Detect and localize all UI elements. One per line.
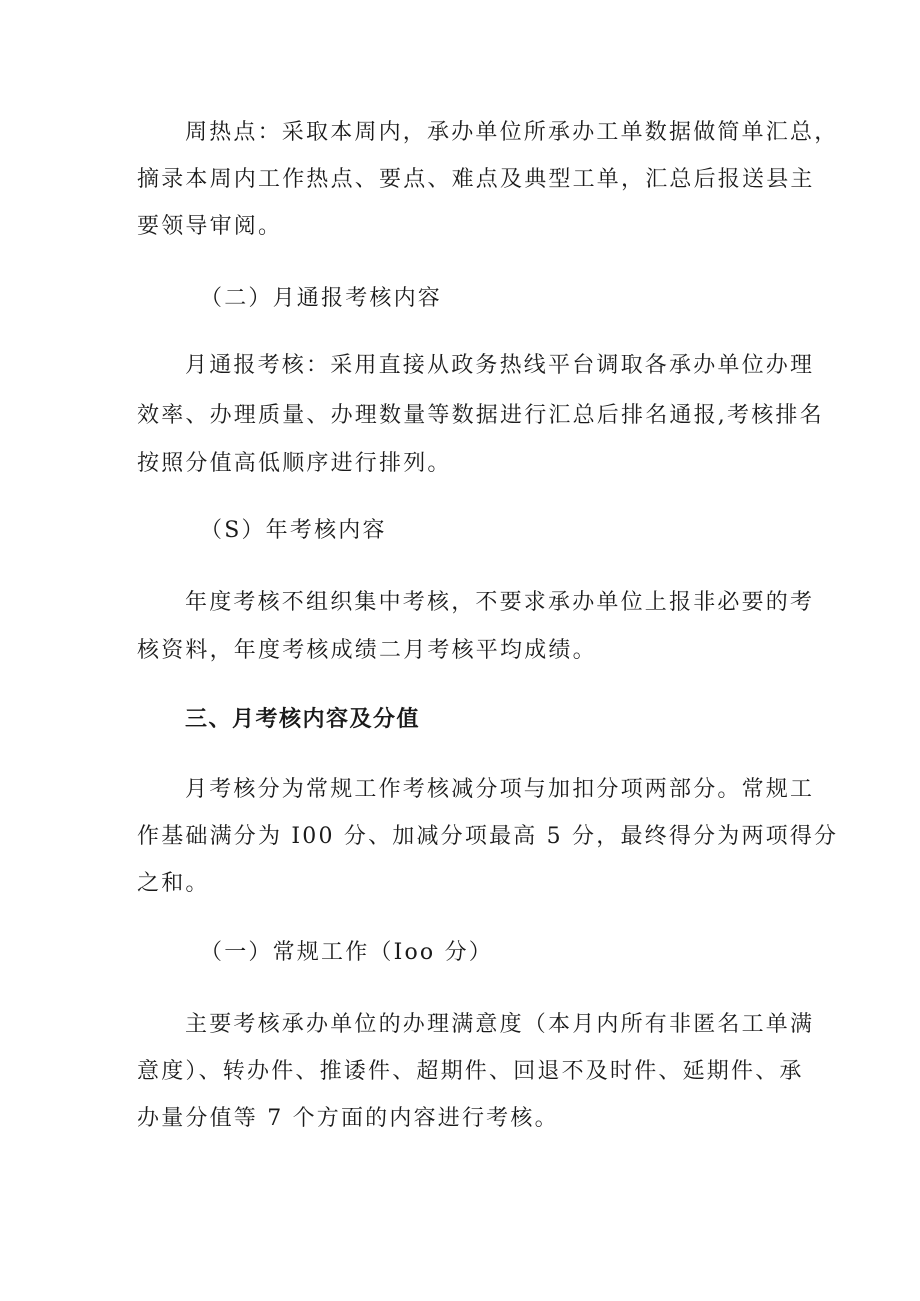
annual-line-2: 核资料，年度考核成绩二月考核平均成绩。 <box>137 638 597 663</box>
monthly-report-line-3: 按照分值高低顺序进行排列。 <box>137 451 452 476</box>
monthly-scoring-line-2: 作基础满分为 I00 分、加减分项最高 5 分，最终得分为两项得分 <box>137 824 839 849</box>
monthly-report-line-2: 效率、办理质量、办理数量等数据进行汇总后排名通报,考核排名 <box>137 403 824 428</box>
routine-line-2: 意度）、转办件、推诿件、超期件、回退不及时件、延期件、承 <box>137 1059 804 1084</box>
weekly-line-3: 要领导审阅。 <box>137 214 283 239</box>
monthly-report-line-1: 月通报考核：采用直接从政务热线平台调取各承办单位办理 <box>185 353 815 378</box>
chapter-3-heading: 三、月考核内容及分值 <box>185 707 421 732</box>
routine-line-1: 主要考核承办单位的办理满意度（本月内所有非匿名工单满 <box>185 1012 815 1037</box>
routine-line-3: 办量分值等 7 个方面的内容进行考核。 <box>137 1106 559 1131</box>
monthly-scoring-line-3: 之和。 <box>137 871 210 896</box>
weekly-line-2: 摘录本周内工作热点、要点、难点及典型工单，汇总后报送县主 <box>137 167 815 192</box>
section-2-heading: （二）月通报考核内容 <box>200 286 443 311</box>
sub-1-heading: （一）常规工作（Ioo 分） <box>200 940 493 965</box>
weekly-line-1: 周热点：采取本周内，承办单位所承办工单数据做简单汇总， <box>185 120 839 145</box>
monthly-scoring-line-1: 月考核分为常规工作考核减分项与加扣分项两部分。常规工 <box>185 777 815 802</box>
section-3-heading: （S）年考核内容 <box>200 518 387 543</box>
annual-line-1: 年度考核不组织集中考核，不要求承办单位上报非必要的考 <box>185 590 815 615</box>
